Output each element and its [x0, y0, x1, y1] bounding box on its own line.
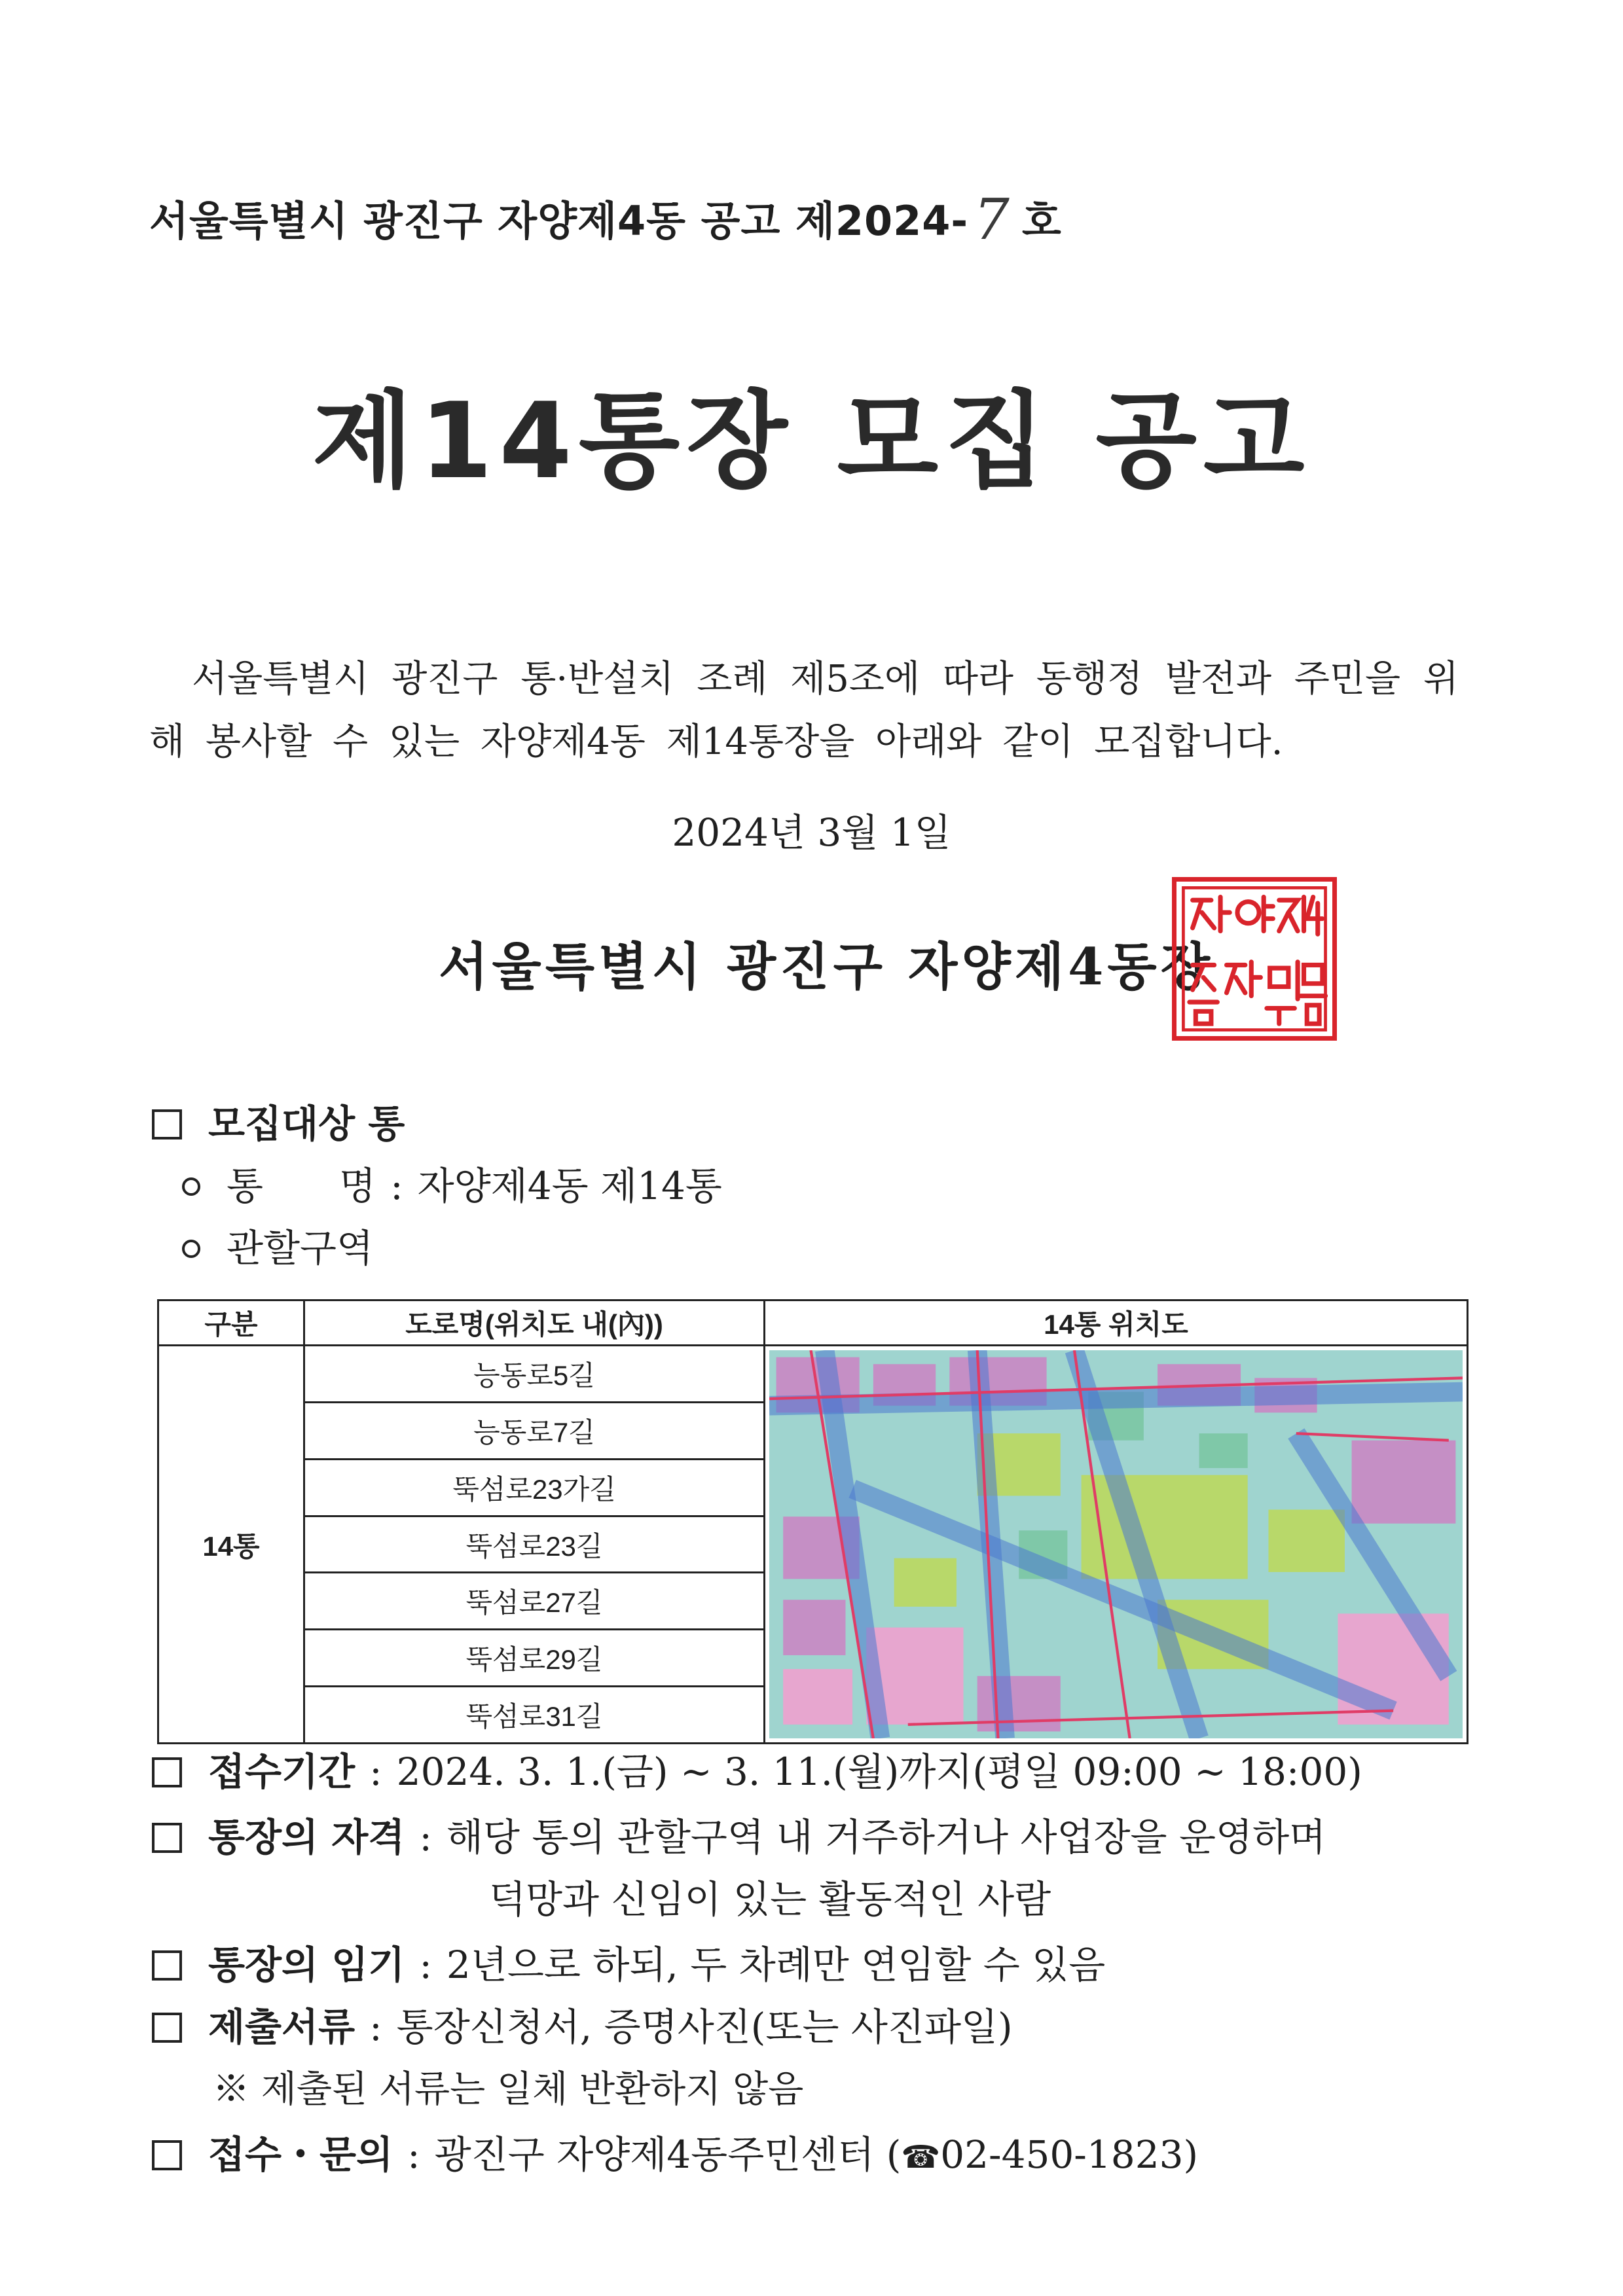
- tong-cell: 14통: [158, 1346, 304, 1744]
- tong-name-value: 자양제4동 제14통: [417, 1164, 722, 1208]
- tong-name-separator: :: [390, 1164, 403, 1208]
- table-row: [158, 1346, 1468, 1403]
- term-label: 통장의 임기: [208, 1943, 405, 1987]
- handwritten-notice-number: 7: [974, 187, 1010, 253]
- location-map-image: [769, 1350, 1463, 1738]
- road-name-cell: 능동로7길: [304, 1402, 765, 1459]
- telephone-icon: ☎: [901, 2139, 941, 2176]
- application-period-value: 2024. 3. 1.(금) ~ 3. 11.(월)까지(평일 09:00 ~ 18:00): [396, 1749, 1362, 1794]
- road-name-cell: 뚝섬로23가길: [304, 1459, 765, 1516]
- separator: :: [407, 2132, 420, 2177]
- tong-name-item: [182, 1155, 722, 1210]
- contact-label: 접수・문의: [208, 2132, 393, 2177]
- qualification-line-1: 해당 통의 관할구역 내 거주하거나 사업장을 운영하며: [446, 1815, 1326, 1859]
- circle-bullet-icon: [182, 1177, 200, 1196]
- checkbox-square-icon: [152, 1757, 182, 1787]
- qualification-label: 통장의 자격: [208, 1815, 405, 1859]
- checkbox-square-icon: [152, 1950, 182, 1981]
- table-header-row: [158, 1300, 1468, 1346]
- jurisdiction-label: 관할구역: [227, 1226, 374, 1270]
- notice-number-prefix: 서울특별시 광진구 자양제4동 공고 제2024-: [149, 197, 969, 245]
- notice-number-suffix: 호: [1021, 197, 1062, 245]
- checkbox-square-icon: [152, 1109, 182, 1139]
- checkbox-square-icon: [152, 1823, 182, 1853]
- page-title: 제14통장 모집 공고: [312, 380, 1311, 502]
- separator: :: [369, 1749, 382, 1794]
- qualification-item: [152, 1806, 1326, 1861]
- road-name-cell: 뚝섬로27길: [304, 1573, 765, 1630]
- table-header: 도로명(위치도 내(內)): [304, 1300, 765, 1346]
- table-header: 14통 위치도: [765, 1300, 1468, 1346]
- notice-number: [149, 183, 1062, 253]
- official-seal-stamp: [1172, 877, 1337, 1041]
- intro-paragraph: 서울특별시 광진구 통·반설치 조례 제5조에 따라 동행정 발전과 주민을 위해 봉사할 수 있는 자양제4동 제14통장을 아래와 같이 모집합니다.: [149, 658, 1459, 763]
- documents-label: 제출서류: [208, 2005, 356, 2049]
- recruitment-target-section: [152, 1093, 405, 1148]
- location-map-cell: [765, 1346, 1468, 1744]
- separator: :: [369, 2005, 382, 2049]
- qualification-line-2: 덕망과 신임이 있는 활동적인 사람: [489, 1877, 1051, 1922]
- application-period-label: 접수기간: [208, 1749, 356, 1794]
- table-header: 구분: [158, 1300, 304, 1346]
- notice-date: 2024년 3월 1일: [672, 810, 951, 855]
- documents-note: ※ 제출된 서류는 일체 반환하지 않음: [213, 2068, 804, 2111]
- contact-item: [152, 2124, 1198, 2179]
- road-name-cell: 뚝섬로23길: [304, 1516, 765, 1573]
- contact-phone: 02-450-1823): [940, 2132, 1199, 2177]
- road-name-cell: 뚝섬로29길: [304, 1630, 765, 1687]
- tong-name-label: 통 명: [227, 1164, 376, 1208]
- documents-value: 통장신청서, 증명사진(또는 사진파일): [396, 2005, 1013, 2049]
- jurisdiction-item: [182, 1217, 373, 1272]
- documents-item: [152, 1996, 1013, 2051]
- contact-value: 광진구 자양제4동주민센터 (: [434, 2132, 902, 2177]
- separator: :: [419, 1943, 432, 1987]
- jurisdiction-table: [157, 1299, 1468, 1744]
- term-item: [152, 1934, 1105, 1989]
- checkbox-square-icon: [152, 2140, 182, 2170]
- checkbox-square-icon: [152, 2013, 182, 2043]
- issuer-name: 서울특별시 광진구 자양제4동장: [439, 937, 1214, 997]
- road-name-cell: 뚝섬로31길: [304, 1687, 765, 1744]
- separator: :: [419, 1815, 432, 1859]
- application-period-item: [152, 1741, 1362, 1796]
- seal-graphic: [1176, 882, 1332, 1036]
- term-value: 2년으로 하되, 두 차례만 연임할 수 있음: [446, 1943, 1106, 1987]
- section-heading: 모집대상 통: [208, 1102, 405, 1146]
- circle-bullet-icon: [182, 1240, 200, 1258]
- road-name-cell: 능동로5길: [304, 1346, 765, 1403]
